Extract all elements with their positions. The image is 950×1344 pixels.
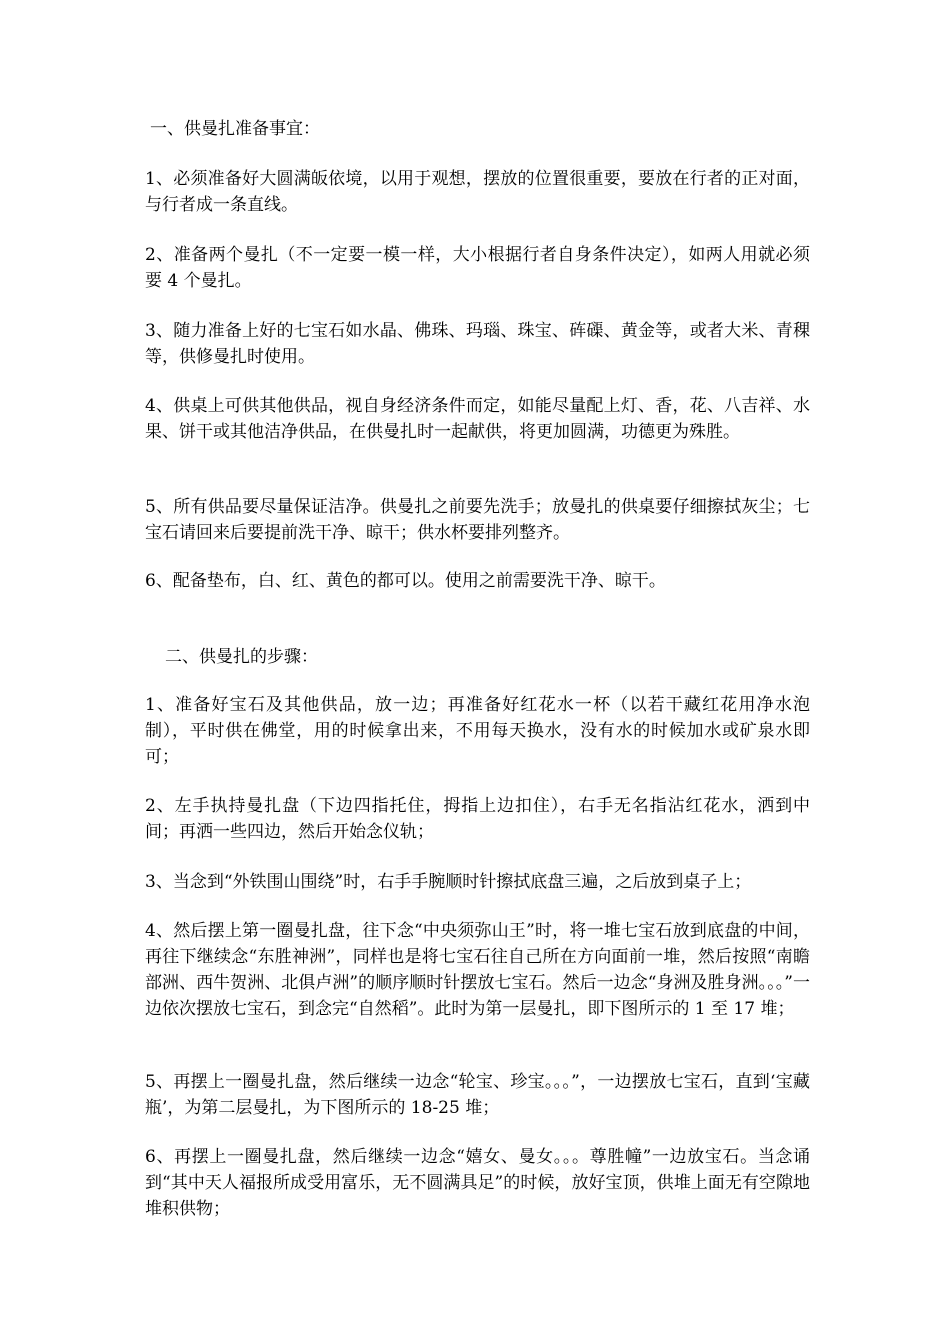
section-2-item-3: 3、当念到“外铁围山围绕”时，右手手腕顺时针擦拭底盘三遍，之后放到桌子上； [145, 872, 752, 892]
section-2-item-2: 2、左手执持曼扎盘（下边四指托住，拇指上边扣住），右手无名指沾红花水，洒到中间；再洒一些四边，然后开始念仪轨； [145, 796, 810, 842]
section-1-item-5: 5、所有供品要尽量保证洁净。供曼扎之前要先洗手；放曼扎的供桌要仔细擦拭灰尘；七宝石请回来后要提前洗干净、晾干；供水杯要排列整齐。 [145, 497, 810, 543]
section-2-item-4: 4、然后摆上第一圈曼扎盘，往下念“中央须弥山王”时，将一堆七宝石放到底盘的中间，再往下继续念“东胜神洲”，同样也是将七宝石往自己所在方向面前一堆，然后按照“南瞻部洲、西牛贺洲、北俱卢洲”的顺序顺时针摆放七宝石。然后一边念“身洲及胜身洲。。。”一边依次摆放七宝石，到念完“自然稻”。此时为第一层曼扎，即下图所示的 1 至 17 堆； [145, 921, 810, 1019]
section-1-heading: 一、供曼扎准备事宜： [150, 119, 320, 139]
section-1-item-4: 4、供桌上可供其他供品，视自身经济条件而定，如能尽量配上灯、香，花、八吉祥、水果、饼干或其他洁净供品，在供曼扎时一起献供，将更加圆满，功德更为殊胜。 [145, 396, 810, 442]
section-2-item-1: 1、准备好宝石及其他供品，放一边；再准备好红花水一杯（以若干藏红花用净水泡制），平时供在佛堂，用的时候拿出来，不用每天换水，没有水的时候加水或矿泉水即可； [145, 695, 810, 767]
section-1-item-6: 6、配备垫布，白、红、黄色的都可以。使用之前需要洗干净、晾干。 [145, 571, 666, 591]
section-2-item-6: 6、再摆上一圈曼扎盘，然后继续一边念“嬉女、曼女。。。尊胜幢”一边放宝石。当念诵到“其中天人福报所成受用富乐，无不圆满具足”的时候，放好宝顶，供堆上面无有空隙地堆积供物； [145, 1147, 810, 1219]
section-2-heading: 二、供曼扎的步骤： [165, 647, 318, 667]
section-1-item-3: 3、随力准备上好的七宝石如水晶、佛珠、玛瑙、珠宝、砗磲、黄金等，或者大米、青稞等，供修曼扎时使用。 [145, 321, 810, 367]
section-2-item-5: 5、再摆上一圈曼扎盘，然后继续一边念“轮宝、珍宝。。。”，一边摆放七宝石，直到‘宝藏瓶’，为第二层曼扎，为下图所示的 18-25 堆； [145, 1072, 810, 1118]
section-1-item-1: 1、必须准备好大圆满皈依境，以用于观想，摆放的位置很重要，要放在行者的正对面，与行者成一条直线。 [145, 169, 810, 215]
section-1-item-2: 2、准备两个曼扎（不一定要一模一样，大小根据行者自身条件决定），如两人用就必须要 4 个曼扎。 [145, 245, 810, 291]
